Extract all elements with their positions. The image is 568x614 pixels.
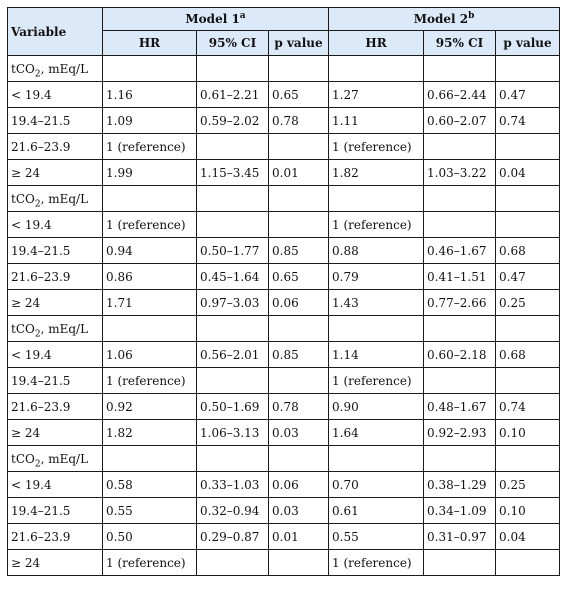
row-label: ≥ 24 (8, 290, 103, 316)
empty-cell (103, 186, 197, 212)
model1-hr: 1.71 (103, 290, 197, 316)
model2-p: 0.68 (496, 238, 560, 264)
model2-hr: 0.55 (329, 524, 424, 550)
model2-p: 0.10 (496, 420, 560, 446)
model1-hr: 1.82 (103, 420, 197, 446)
model1-hr: 0.55 (103, 498, 197, 524)
model1-ci: 0.33–1.03 (197, 472, 269, 498)
model1-ci: 0.50–1.69 (197, 394, 269, 420)
model2-hr: 1.64 (329, 420, 424, 446)
empty-cell (103, 316, 197, 342)
row-label: ≥ 24 (8, 550, 103, 576)
model2-ci: 0.41–1.51 (424, 264, 496, 290)
model2-header: Model 2$^b$ (329, 8, 560, 31)
empty-cell (103, 56, 197, 82)
model2-hr: 1.27 (329, 82, 424, 108)
empty-cell (269, 186, 329, 212)
model1-ci (197, 134, 269, 160)
model1-hr: 1 (reference) (103, 212, 197, 238)
empty-cell (269, 446, 329, 472)
model1-p-header: p value (269, 31, 329, 56)
row-label: < 19.4 (8, 342, 103, 368)
model1-ci: 0.45–1.64 (197, 264, 269, 290)
empty-cell (424, 186, 496, 212)
model1-p: 0.06 (269, 290, 329, 316)
row-label: 21.6–23.9 (8, 524, 103, 550)
model2-hr: 1 (reference) (329, 550, 424, 576)
row-label: 19.4–21.5 (8, 498, 103, 524)
model1-ci: 0.56–2.01 (197, 342, 269, 368)
model1-ci: 0.97–3.03 (197, 290, 269, 316)
model1-p: 0.06 (269, 472, 329, 498)
model2-ci: 0.66–2.44 (424, 82, 496, 108)
table-row (8, 108, 560, 134)
table-row (8, 238, 560, 264)
model1-p: 0.03 (269, 498, 329, 524)
model2-hr-header: HR (329, 31, 424, 56)
model1-hr-header: HR (103, 31, 197, 56)
table-row (8, 290, 560, 316)
model1-hr: 1 (reference) (103, 550, 197, 576)
row-label: 21.6–23.9 (8, 134, 103, 160)
row-label: ≥ 24 (8, 420, 103, 446)
empty-cell (269, 316, 329, 342)
model1-p (269, 212, 329, 238)
model2-hr: 0.79 (329, 264, 424, 290)
group-label-row (8, 446, 560, 472)
model1-p (269, 368, 329, 394)
empty-cell (103, 446, 197, 472)
model1-hr: 1 (reference) (103, 368, 197, 394)
model1-ci: 0.61–2.21 (197, 82, 269, 108)
empty-cell (496, 56, 560, 82)
model1-hr: 0.94 (103, 238, 197, 264)
table-row (8, 420, 560, 446)
table-row (8, 160, 560, 186)
model1-ci (197, 368, 269, 394)
model1-p: 0.85 (269, 238, 329, 264)
model2-p (496, 550, 560, 576)
model2-p: 0.25 (496, 290, 560, 316)
table-row (8, 368, 560, 394)
model2-ci: 0.60–2.18 (424, 342, 496, 368)
empty-cell (197, 186, 269, 212)
empty-cell (329, 186, 424, 212)
group-label-row (8, 186, 560, 212)
model1-ci (197, 212, 269, 238)
model2-ci (424, 368, 496, 394)
empty-cell (329, 56, 424, 82)
model2-p: 0.74 (496, 108, 560, 134)
model2-ci: 0.34–1.09 (424, 498, 496, 524)
group-label: tCO$_2$, mEq/L (8, 316, 103, 342)
row-label: 19.4–21.5 (8, 108, 103, 134)
hazard-ratio-table (7, 7, 560, 576)
empty-cell (496, 186, 560, 212)
row-label: 19.4–21.5 (8, 368, 103, 394)
model2-ci: 0.31–0.97 (424, 524, 496, 550)
model2-p (496, 212, 560, 238)
model1-p: 0.78 (269, 394, 329, 420)
model1-hr: 0.92 (103, 394, 197, 420)
header-row-models (8, 8, 560, 31)
model1-hr: 0.86 (103, 264, 197, 290)
table-row (8, 342, 560, 368)
model2-hr: 1.43 (329, 290, 424, 316)
model2-footnote-mark: b (468, 11, 475, 21)
model2-p (496, 134, 560, 160)
table-row (8, 472, 560, 498)
table-row (8, 550, 560, 576)
model2-hr: 1 (reference) (329, 368, 424, 394)
model2-p: 0.04 (496, 524, 560, 550)
model1-ci: 0.32–0.94 (197, 498, 269, 524)
model2-hr: 0.90 (329, 394, 424, 420)
table-row (8, 212, 560, 238)
model2-hr: 0.88 (329, 238, 424, 264)
group-label: tCO$_2$, mEq/L (8, 186, 103, 212)
model1-p (269, 550, 329, 576)
model2-hr: 1.82 (329, 160, 424, 186)
empty-cell (424, 446, 496, 472)
table-row (8, 394, 560, 420)
model1-p: 0.85 (269, 342, 329, 368)
empty-cell (496, 446, 560, 472)
table-row (8, 498, 560, 524)
group-label: tCO$_2$, mEq/L (8, 446, 103, 472)
row-label: 21.6–23.9 (8, 264, 103, 290)
model2-ci: 0.60–2.07 (424, 108, 496, 134)
model2-p: 0.25 (496, 472, 560, 498)
empty-cell (329, 446, 424, 472)
row-label: < 19.4 (8, 472, 103, 498)
model1-hr: 1.06 (103, 342, 197, 368)
model2-ci-header: 95% CI (424, 31, 496, 56)
empty-cell (496, 316, 560, 342)
group-label-row (8, 316, 560, 342)
model2-p: 0.04 (496, 160, 560, 186)
model2-hr: 1 (reference) (329, 212, 424, 238)
group-label-row (8, 56, 560, 82)
model2-hr: 1.11 (329, 108, 424, 134)
model1-ci: 0.59–2.02 (197, 108, 269, 134)
empty-cell (197, 56, 269, 82)
empty-cell (424, 316, 496, 342)
model2-ci: 1.03–3.22 (424, 160, 496, 186)
model2-p (496, 368, 560, 394)
model2-p: 0.74 (496, 394, 560, 420)
model2-p: 0.68 (496, 342, 560, 368)
table-row (8, 134, 560, 160)
model2-hr: 0.70 (329, 472, 424, 498)
table-row (8, 524, 560, 550)
row-label: ≥ 24 (8, 160, 103, 186)
model1-footnote-mark: a (239, 11, 246, 21)
variable-header: Variable (8, 8, 103, 56)
model2-ci: 0.92–2.93 (424, 420, 496, 446)
model2-ci: 0.77–2.66 (424, 290, 496, 316)
row-label: 21.6–23.9 (8, 394, 103, 420)
model2-hr: 0.61 (329, 498, 424, 524)
model2-hr: 1 (reference) (329, 134, 424, 160)
model1-ci-header: 95% CI (197, 31, 269, 56)
model2-ci (424, 134, 496, 160)
model1-header: Model 1$^a$ (103, 8, 329, 31)
model2-p: 0.47 (496, 82, 560, 108)
model1-p: 0.01 (269, 524, 329, 550)
model1-ci: 0.50–1.77 (197, 238, 269, 264)
row-label: 19.4–21.5 (8, 238, 103, 264)
model1-hr: 1.99 (103, 160, 197, 186)
empty-cell (269, 56, 329, 82)
model1-ci: 1.06–3.13 (197, 420, 269, 446)
model1-p: 0.65 (269, 264, 329, 290)
row-label: < 19.4 (8, 82, 103, 108)
group-label: tCO$_2$, mEq/L (8, 56, 103, 82)
table-row (8, 264, 560, 290)
model2-ci (424, 550, 496, 576)
table-row (8, 82, 560, 108)
model1-p: 0.03 (269, 420, 329, 446)
empty-cell (197, 446, 269, 472)
model1-hr: 1.09 (103, 108, 197, 134)
empty-cell (197, 316, 269, 342)
model1-p: 0.65 (269, 82, 329, 108)
model1-p (269, 134, 329, 160)
model1-ci: 1.15–3.45 (197, 160, 269, 186)
row-label: < 19.4 (8, 212, 103, 238)
model1-hr: 0.58 (103, 472, 197, 498)
model1-hr: 0.50 (103, 524, 197, 550)
model1-p: 0.01 (269, 160, 329, 186)
model1-ci (197, 550, 269, 576)
model1-p: 0.78 (269, 108, 329, 134)
model2-hr: 1.14 (329, 342, 424, 368)
model1-hr: 1 (reference) (103, 134, 197, 160)
model1-ci: 0.29–0.87 (197, 524, 269, 550)
model2-ci: 0.38–1.29 (424, 472, 496, 498)
model2-ci (424, 212, 496, 238)
empty-cell (424, 56, 496, 82)
empty-cell (329, 316, 424, 342)
model2-ci: 0.48–1.67 (424, 394, 496, 420)
model2-ci: 0.46–1.67 (424, 238, 496, 264)
model1-hr: 1.16 (103, 82, 197, 108)
table-body (8, 56, 560, 576)
model2-p: 0.47 (496, 264, 560, 290)
model2-p: 0.10 (496, 498, 560, 524)
model2-p-header: p value (496, 31, 560, 56)
